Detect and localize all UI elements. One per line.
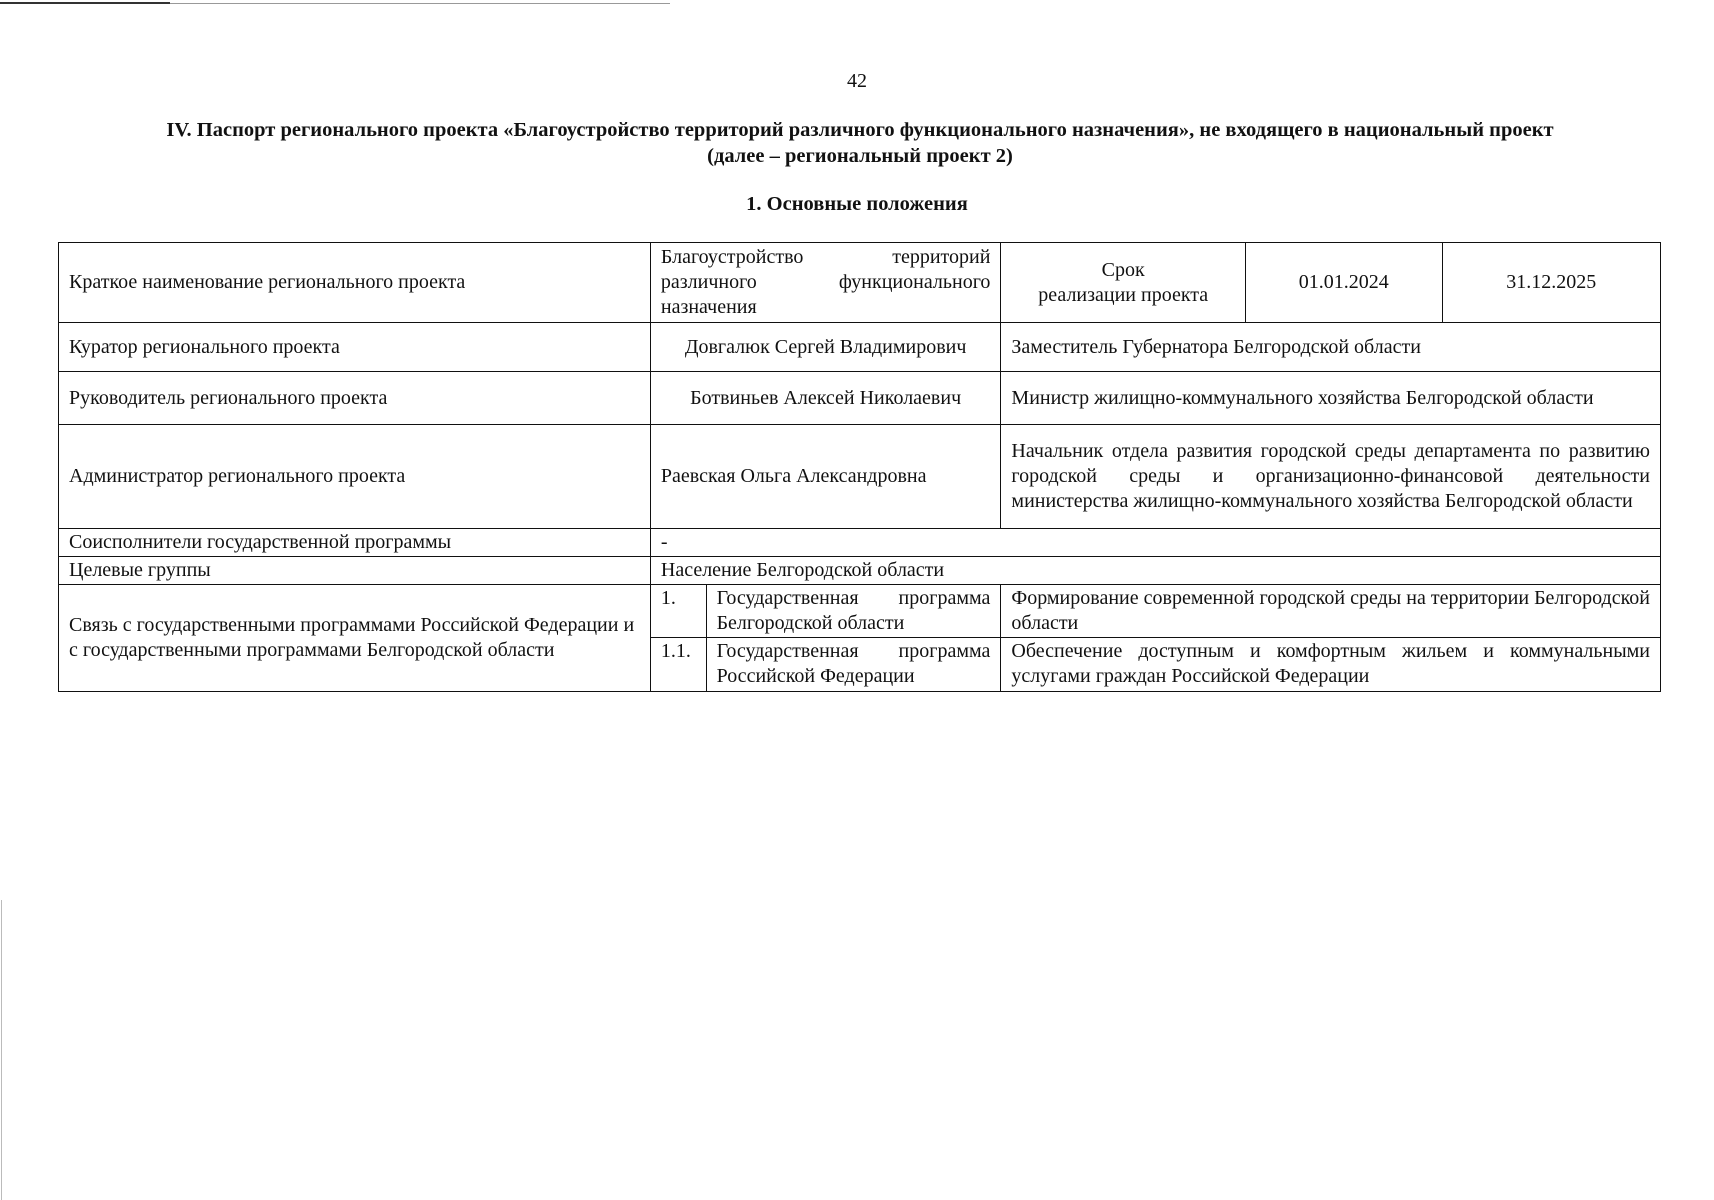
administrator-name: Раевская Ольга Александровна [650, 425, 1001, 529]
page-number: 42 [847, 70, 867, 92]
table-row-administrator [59, 425, 1661, 529]
head-label: Руководитель регионального проекта [59, 372, 651, 425]
curator-label: Куратор регионального проекта [59, 323, 651, 372]
scan-artifact-top-thin [170, 3, 670, 4]
links-row-2-program: Государственная программа Российской Федерации [706, 638, 1001, 692]
target-groups-value: Население Белгородской области [650, 557, 1660, 585]
curator-name: Довгалюк Сергей Владимирович [650, 323, 1001, 372]
heading-line-2: (далее – региональный проект 2) [707, 145, 1013, 167]
scan-artifact-top [0, 2, 170, 4]
scan-artifact-left [1, 900, 2, 1200]
administrator-position: Начальник отдела развития городской среды департамента по развитию городской среды и организационно-финансовой деятельности министерства жилищно-коммунального хозяйства Белгородской области [1001, 425, 1661, 529]
project-passport-table [58, 242, 1661, 692]
heading-line-1: IV. Паспорт регионального проекта «Благоустройство территорий различного функционального назначения», не входящего в национальный проект [166, 119, 1554, 141]
document-heading [60, 117, 1660, 169]
end-date: 31.12.2025 [1442, 243, 1660, 323]
links-label: Связь с государственными программами Российской Федерации и с государственными программами Белгородской области [59, 585, 651, 692]
curator-position: Заместитель Губернатора Белгородской области [1001, 323, 1661, 372]
short-name-label: Краткое наименование регионального проекта [59, 243, 651, 323]
links-row-2-num: 1.1. [650, 638, 706, 692]
start-date: 01.01.2024 [1246, 243, 1443, 323]
table-row-target-groups [59, 557, 1661, 585]
table-row-head [59, 372, 1661, 425]
links-row-1-program: Государственная программа Белгородской области [706, 585, 1001, 638]
links-row-2-title: Обеспечение доступным и комфортным жильем и коммунальными услугами граждан Российской Федерации [1001, 638, 1661, 692]
links-row-1-num: 1. [650, 585, 706, 638]
table-row-links-1 [59, 585, 1661, 638]
table-row-curator [59, 323, 1661, 372]
term-label: Срок реализации проекта [1001, 243, 1246, 323]
links-row-1-title: Формирование современной городской среды на территории Белгородской области [1001, 585, 1661, 638]
head-name: Ботвиньев Алексей Николаевич [650, 372, 1001, 425]
co-executors-value: - [650, 529, 1660, 557]
co-executors-label: Соисполнители государственной программы [59, 529, 651, 557]
target-groups-label: Целевые группы [59, 557, 651, 585]
short-name-value: Благоустройство территорий различного функционального назначения [650, 243, 1001, 323]
head-position: Министр жилищно-коммунального хозяйства Белгородской области [1001, 372, 1661, 425]
table-row-short-name [59, 243, 1661, 323]
table-row-co-executors [59, 529, 1661, 557]
section-title: 1. Основные положения [746, 193, 968, 215]
administrator-label: Администратор регионального проекта [59, 425, 651, 529]
